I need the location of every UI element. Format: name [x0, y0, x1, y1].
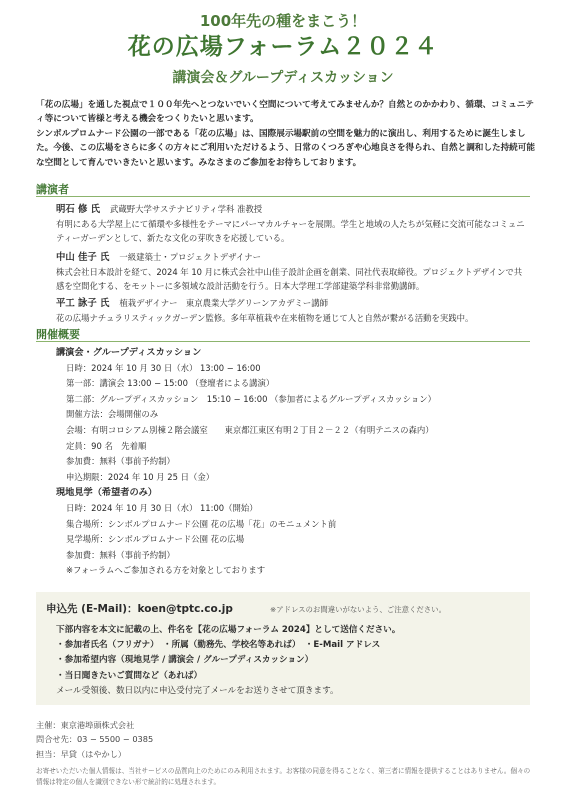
- tagline: 100年先の種をまこう！: [199, 12, 367, 30]
- lecture-line: 会場：有明コロシアム別棟２階会議室 東京都江東区有明２丁目２－２２（有明テニスの森内）: [66, 424, 434, 435]
- privacy-notice: お寄せいただいた個人情報は、当社サービスの品質向上のためにのみ利用されます。お客様の同意を得ることなく、第三者に情報を提供することはありません。個々の情報は特定の個人を識別できない形で統計的に処理されます。: [36, 767, 531, 786]
- apply-item: ・参加希望内容（現地見学 / 講演会 / グループディスカッション）: [56, 655, 314, 666]
- speaker-name: 明石 修 氏: [56, 204, 101, 215]
- tour-line: 日時：2024 年 10 月 30 日（水） 11:00（開始）: [66, 502, 258, 513]
- lecture-line: 第二部：グループディスカッション 15:10 − 16:00 （参加者によるグループディスカッション）: [66, 393, 436, 404]
- lecture-line: 参加費：無料（事前予約制）: [66, 456, 175, 467]
- speaker-3: [56, 296, 526, 325]
- speaker-desc: 株式会社日本設計を経て、2024 年 10 月に株式会社中山佳子設計企画を創業、同社代表取締役。プロジェクトデザインで共感を空間化する、をモットーに多領域な設計活動を行う。日本大学理工学部建築学科非常勤講師。: [56, 267, 523, 291]
- speaker-role: 一級建築士・プロジェクトデザイナー: [119, 252, 262, 262]
- intro-text: [36, 98, 536, 170]
- lecture-title: 講演会・グループディスカッション: [56, 347, 202, 358]
- apply-item: ・参加者氏名（フリガナ） ・所属（勤務先、学校名等あれば） ・E-Mail アドレス: [56, 640, 381, 651]
- speaker-name: 中山 佳子 氏: [56, 252, 110, 263]
- speaker-desc: 花の広場ナチュラリスティックガーデン監修。多年草植栽や在来植物を通じて人と自然が繋がる活動を実践中。: [56, 313, 474, 323]
- speakers-heading: 講演者: [36, 183, 69, 196]
- apply-note: ※アドレスのお間違いがないよう、ご注意ください。: [270, 605, 446, 614]
- tour-line: 参加費：無料（事前予約制）: [66, 549, 175, 560]
- divider: [36, 341, 530, 342]
- application-box: [36, 592, 530, 705]
- speaker-desc: 有明にある大学屋上にて循環や多様性をテーマにパーマカルチャーを展開。学生と地域の人たちが気軽に交流可能なコミュニティーガーデンとして、新たな文化の芽吹きを応援している。: [56, 219, 525, 243]
- speaker-1: [56, 202, 526, 245]
- apply-body: [56, 623, 526, 699]
- intro-paragraph: シンボルプロムナード公園の一部である「花の広場」は、国際展示場駅前の空間を魅力的に演出し、利用するために誕生しました。今後、この広場をさらに多くの方々にご利用いただけるよう、日常のくつろぎや心地良さを得られ、自然と調和した持続可能な空間として育んでいきたいと思います。みなさまのご参加をお待ちしております。: [36, 128, 535, 168]
- event-details: [56, 345, 536, 579]
- speaker-role: 武蔵野大学サステナビリティ学科 准教授: [110, 204, 263, 214]
- apply-email-heading[interactable]: 申込先 (E-Mail)：koen@tptc.co.jp: [46, 603, 233, 615]
- organizer: 主催：東京港埠頭株式会社: [36, 720, 135, 730]
- lecture-line: 第一部：講演会 13:00 − 15:00 （登壇者による講演）: [66, 378, 275, 389]
- lecture-line: 日時：2024 年 10 月 30 日（水） 13:00 − 16:00: [66, 362, 261, 373]
- divider: [36, 196, 530, 197]
- intro-paragraph: 「花の広場」を通した視点で１００年先へとつないでいく空間について考えてみませんか？自然とのかかわり、循環、コミュニティ等について皆様と考える機会をつくりたいと思います。: [36, 100, 534, 125]
- apply-closing: メール受領後、数日以内に申込受付完了メールをお送りさせて頂きます。: [56, 685, 339, 696]
- contact-phone: 問合せ先：03 − 5500 − 0385: [36, 734, 154, 745]
- tour-title: 現地見学（希望者のみ）: [56, 487, 158, 499]
- speaker-role: 植栽デザイナー 東京農業大学グリーンアカデミー講師: [119, 298, 328, 308]
- footer: [36, 718, 153, 761]
- event-heading: 開催概要: [36, 328, 80, 341]
- lecture-line: 申込期限：2024 年 10 月 25 日（金）: [66, 471, 215, 482]
- page-title: 花の広場フォーラム２０２４: [127, 34, 439, 60]
- speaker-name: 平工 詠子 氏: [56, 298, 110, 309]
- contact-person: 担当：早貸（はやかし）: [36, 748, 127, 759]
- tour-line: 集合場所：シンボルプロムナード公園 花の広場「花」のモニュメント前: [66, 518, 337, 529]
- event-subtitle: 講演会＆グループディスカッション: [172, 70, 394, 86]
- apply-instruction: 下部内容を本文に記載の上、件名を【花の広場フォーラム 2024】として送信ください。: [56, 625, 401, 635]
- tour-line: 見学場所：シンボルプロムナード公園 花の広場: [66, 534, 245, 545]
- lecture-line: 開催方法：会場開催のみ: [66, 409, 159, 420]
- speaker-2: [56, 250, 526, 293]
- apply-item: ・当日聞きたいご質問など（あれば）: [56, 670, 203, 681]
- lecture-line: 定員：90 名 先着順: [66, 440, 147, 451]
- tour-line: ※フォーラムへご参加される方を対象としております: [66, 565, 266, 576]
